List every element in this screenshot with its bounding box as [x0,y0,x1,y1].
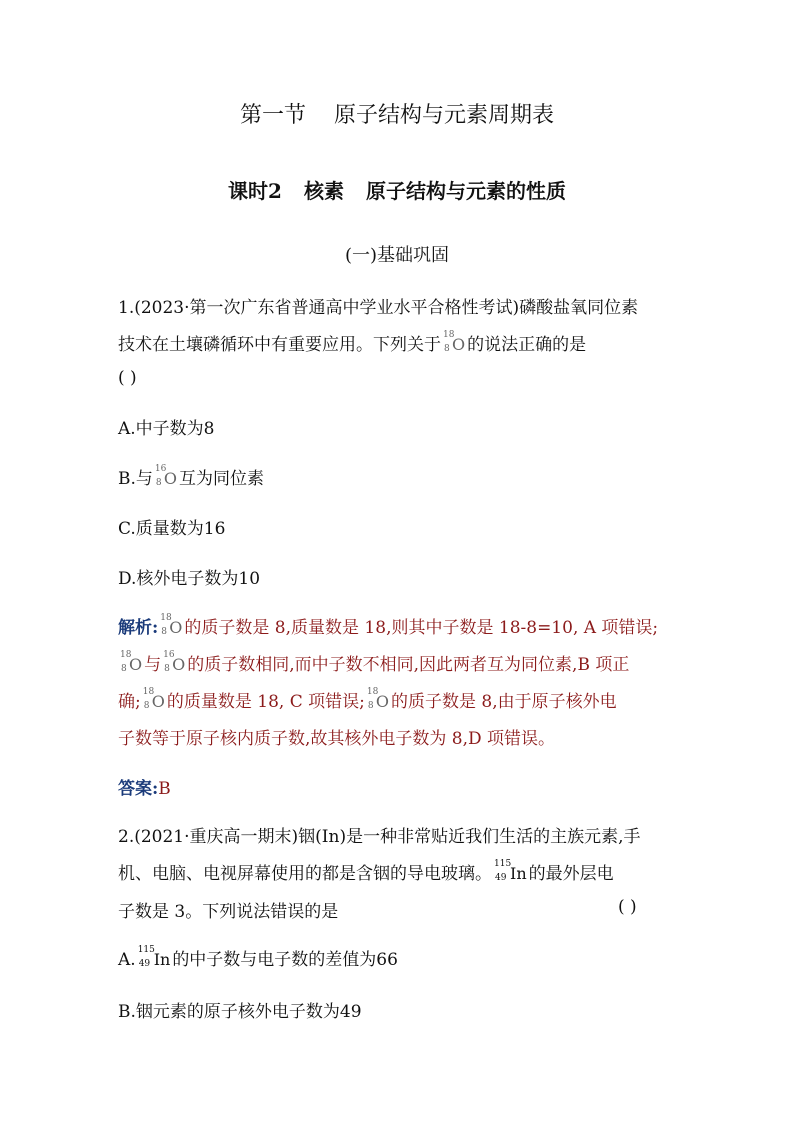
q2-line-2-text: 机、电脑、电视屏幕使用的都是含铟的导电玻璃。 [118,864,492,884]
explanation-label: 解析: [118,618,159,638]
iso-z: 8 [367,701,374,711]
isotope-o18 [160,613,183,637]
explanation-text: 与 [144,655,162,675]
iso-mass: 18 [366,687,379,697]
q2-option-a [118,945,398,970]
iso-symbol: O [375,692,389,711]
subtitle-part-1: 课时2 [228,179,282,203]
isotope-o16 [163,650,186,674]
iso-mass: 18 [443,330,455,340]
iso-z: 8 [444,344,450,354]
iso-symbol: In [510,864,527,883]
q2-option-b: B.铟元素的原子核外电子数为49 [118,1002,362,1022]
isotope-o18 [120,650,143,674]
q1-explanation-line-1 [118,613,658,638]
q1-line-1: 1.(2023·第一次广东省普通高中学业水平合格性考试)磷酸盐氧同位素 [118,298,639,318]
iso-z: 8 [121,664,127,674]
isotope-o18 [142,687,165,711]
subtitle-part-3: 原子结构与元素的性质 [365,179,566,203]
title-part-1: 第一节 [239,103,306,128]
q1-option-b [118,464,264,489]
q1-option-a: A.中子数为8 [118,419,215,439]
q2-line-2 [118,859,614,884]
q2-line-1: 2.(2021·重庆高一期末)铟(In)是一种非常贴近我们生活的主族元素,手 [118,827,641,847]
iso-symbol: O [172,655,186,674]
isotope-in115 [137,945,171,969]
section-heading: (一)基础巩固 [344,245,450,266]
q1-line-2-tail: 的说法正确的是 [467,335,587,355]
iso-symbol: O [169,618,183,637]
q1-option-c: C.质量数为16 [118,519,226,539]
q2-line-3: 子数是 3。下列说法错误的是 [118,902,339,922]
isotope-o18 [443,330,466,354]
q1-explanation-line-4: 子数等于原子核内质子数,故其核外电子数为 8,D 项错误。 [118,729,556,749]
iso-symbol: O [129,655,143,674]
q2-line-2-tail: 的最外层电 [528,864,614,884]
q1-answer-paren: ( ) [118,368,137,388]
q1-explanation-line-2 [118,650,629,675]
iso-symbol: O [163,469,178,488]
iso-mass: 18 [142,687,155,697]
iso-mass: 115 [494,859,512,869]
q2-option-a-text: 的中子数与电子数的差值为66 [172,950,398,970]
q2-option-a-label: A. [118,950,136,970]
q1-explanation-line-3 [118,687,617,712]
iso-symbol: In [153,950,171,969]
iso-z: 8 [143,701,150,711]
page-title [0,98,794,129]
iso-z: 8 [164,664,170,674]
iso-mass: 18 [120,650,132,660]
explanation-text: 的质子数是 8,由于原子核外电 [390,692,617,712]
isotope-o18 [366,687,389,711]
title-part-2: 原子结构与元素周期表 [334,103,555,128]
q1-answer [118,774,171,799]
explanation-text: 的质子数是 8,质量数是 18,则其中子数是 18-8=10, A 项错误; [184,618,659,638]
subtitle-part-2: 核素 [303,179,344,203]
answer-label: 答案: [118,779,159,799]
q2-answer-paren: ( ) [618,897,637,917]
iso-z: 49 [495,873,507,883]
isotope-o16 [154,464,178,488]
iso-mass: 16 [163,650,175,660]
iso-symbol: O [151,692,165,711]
q1-option-b-text: B.与 [118,469,153,489]
iso-mass: 16 [154,464,167,474]
q1-option-b-tail: 互为同位素 [179,469,265,489]
explanation-text: 的质量数是 18, C 项错误; [166,692,365,712]
explanation-text: 的质子数相同,而中子数不相同,因此两者互为同位素,B 项正 [187,655,630,675]
isotope-in115 [494,859,527,883]
q1-line-2-text: 技术在土壤磷循环中有重要应用。下列关于 [118,335,441,355]
iso-mass: 115 [137,945,155,955]
lesson-subtitle [0,175,794,204]
iso-z: 8 [161,627,168,637]
iso-mass: 18 [160,613,172,623]
iso-z: 49 [138,959,151,969]
iso-symbol: O [452,335,466,354]
q1-option-d: D.核外电子数为10 [118,569,261,589]
iso-z: 8 [155,478,162,488]
q1-line-2 [118,330,586,355]
answer-value: B [158,779,171,799]
explanation-text: 确; [118,692,141,712]
